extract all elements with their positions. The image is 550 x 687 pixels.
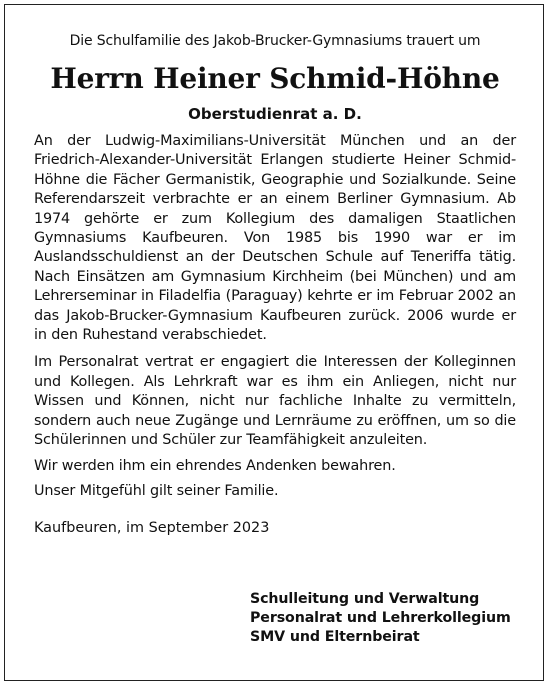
- place-date: Kaufbeuren, im September 2023: [34, 520, 270, 537]
- deceased-title: Oberstudienrat a. D.: [188, 105, 362, 123]
- intro-line: Die Schulfamilie des Jakob-Brucker-Gymnasiums trauert um: [69, 33, 481, 49]
- deceased-name: Herrn Heiner Schmid-Höhne: [50, 62, 500, 95]
- signatories: [250, 590, 511, 647]
- signatory-line: Schulleitung und Verwaltung: [250, 591, 480, 607]
- remembrance-line: Wir werden ihm ein ehrendes Andenken bewahren.: [34, 457, 396, 474]
- tribute-paragraph: Im Personalrat vertrat er engagiert die Interessen der Kolleginnen und Kollegen. Als Lehrkraft war es ihm ein Anliegen, nicht nur Wissen und Können, nicht nur fachliche Inhalte zu vermitteln, sondern auch neue Zugänge und Lernräume zu eröffnen, um so die Schülerinnen und Schüler zur Teamfähigkeit anzuleiten.: [34, 354, 516, 449]
- signatory-line: Personalrat und Lehrerkollegium: [250, 610, 511, 626]
- condolence-line: Unser Mitgefühl gilt seiner Familie.: [34, 482, 279, 499]
- signatory-line: SMV und Elternbeirat: [250, 629, 420, 645]
- obituary-notice: [34, 32, 516, 539]
- biography-paragraph: An der Ludwig-Maximilians-Universität München und an der Friedrich-Alexander-Universität Erlangen studierte Heiner Schmid-Höhne die Fächer Germanistik, Geographie und Sozialkunde. Seine Referendarszeit verbrachte er an einem Berliner Gymnasium. Ab 1974 gehörte er zum Kollegium des damaligen Staatlichen Gymnasiums Kaufbeuren. Von 1985 bis 1990 war er im Auslandsschuldienst an der Deutschen Schule auf Teneriffa tätig. Nach Einsätzen am Gymnasium Kirchheim (bei München) und am Lehrerseminar in Filadelfia (Paraguay) kehrte er im Februar 2002 an das Jakob-Brucker-Gymnasium Kaufbeuren zurück. 2006 wurde er in den Ruhestand verabschiedet.: [34, 133, 516, 344]
